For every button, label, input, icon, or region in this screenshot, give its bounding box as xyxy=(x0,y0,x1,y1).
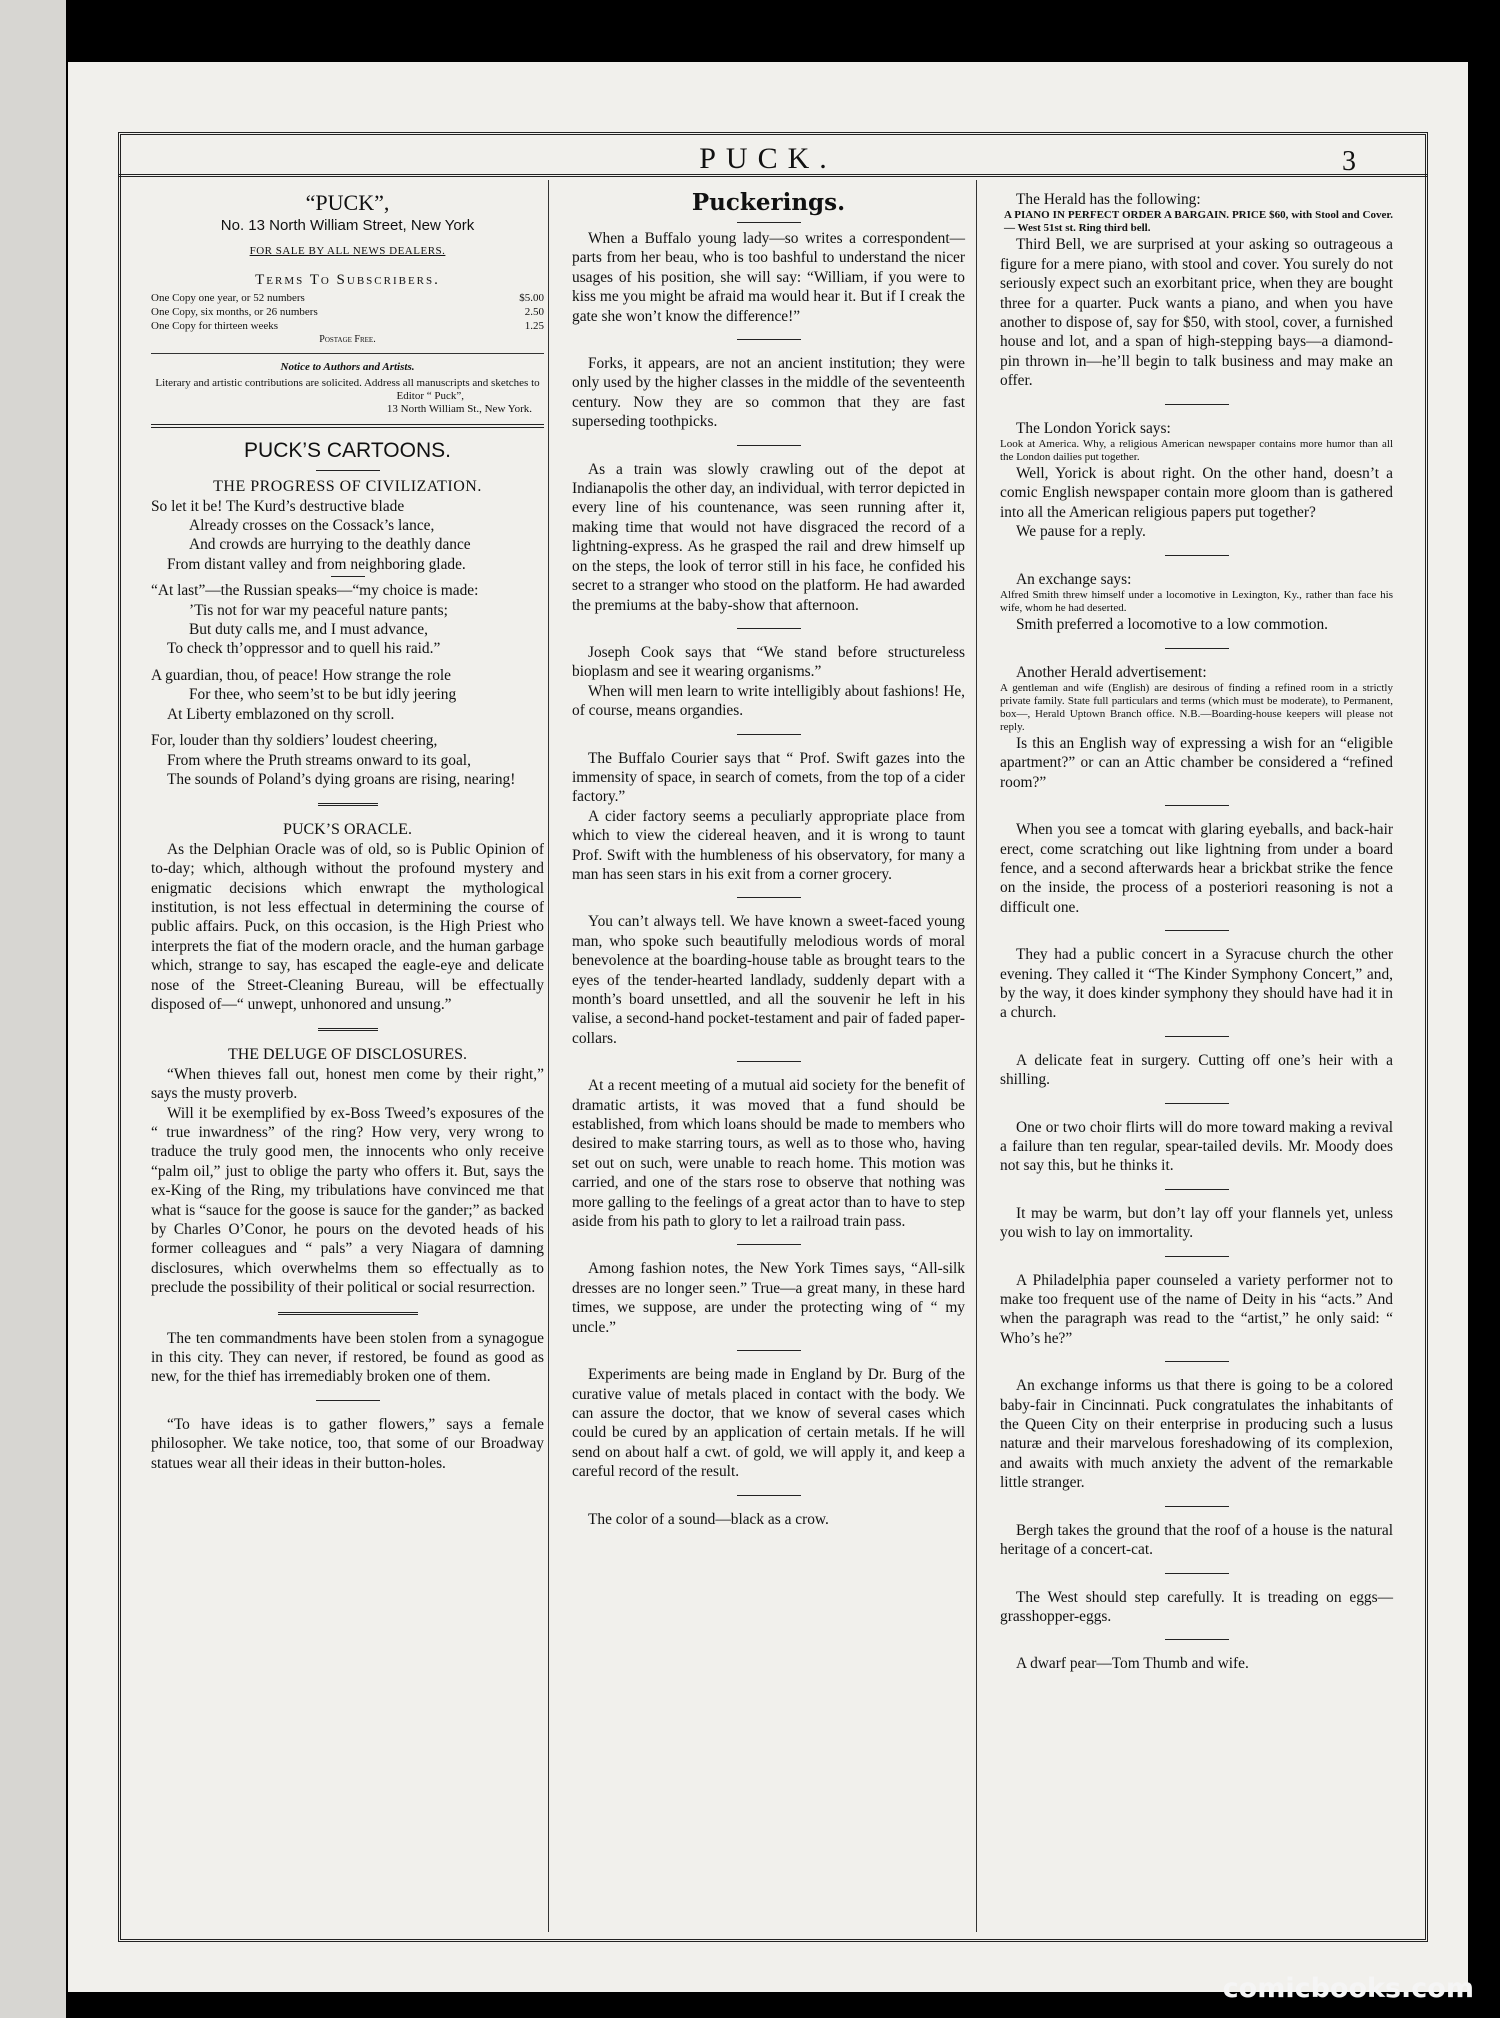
paragraph: Smith preferred a locomotive to a low commotion. xyxy=(1016,616,1329,634)
paragraph: When a Buffalo young lady—so writes a correspondent—parts from her beau, who is too bashful to understand the nicer usages of his position, she will say: “William, if you were to kiss me you might be afraid ma would hear it. But if I creak the gate she won’t know the difference!” xyxy=(572,230,965,325)
paragraph: When you see a tomcat with glaring eyeballs, and back-hair erect, come scratching out like lightning from under a board fence, and a second afterwards hear a brickbat strike the fence on the inside, the process of a posteriori reasoning is not a difficult one. xyxy=(1000,821,1393,916)
paragraph: It may be warm, but don’t lay off your flannels yet, unless you wish to lay on immortality. xyxy=(1000,1204,1393,1242)
paragraph: We pause for a reply. xyxy=(1016,523,1146,541)
paragraph: A delicate feat in surgery. Cutting off one’s heir with a shilling. xyxy=(1000,1051,1393,1089)
section-rule xyxy=(151,424,544,428)
progress-heading: THE PROGRESS OF CIVILIZATION. xyxy=(213,478,482,496)
quote: Look at America. Why, a religious American newspaper contains more humor than all the London dailies put together. xyxy=(1000,438,1393,464)
column-middle xyxy=(572,184,965,1529)
cartoons-heading: PUCK’S CARTOONS. xyxy=(244,439,451,463)
paragraph: Well, Yorick is about right. On the other hand, doesn’t a comic English newspaper contain more gloom than is gathered into all the American religious papers put together? xyxy=(1000,465,1393,521)
notice-editor: Editor “ Puck”, xyxy=(396,390,464,403)
advertisement-quote: A PIANO IN PERFECT ORDER A BARGAIN. PRICE $60, with Stool and Cover. — West 51st st. Ring third bell. xyxy=(1004,209,1393,235)
publication-address: No. 13 North William Street, New York xyxy=(220,217,475,234)
paragraph: The West should step carefully. It is treading on eggs—grasshopper-eggs. xyxy=(1000,1588,1393,1625)
paragraph: An exchange says: xyxy=(1016,570,1132,588)
column-right xyxy=(1000,184,1393,1674)
newspaper-page xyxy=(68,62,1468,1992)
paragraph: Joseph Cook says that “We stand before structureless bioplasm and see it wearing organisms.” xyxy=(572,643,965,681)
paragraph: The London Yorick says: xyxy=(1016,419,1171,437)
paragraph: The color of a sound—black as a crow. xyxy=(588,1510,829,1528)
quote: Alfred Smith threw himself under a locomotive in Lexington, Ky., rather than face his wife, whom he had deserted. xyxy=(1000,589,1393,615)
paragraph: Experiments are being made in England by Dr. Burg of the curative value of metals placed in contact with the body. We can assure the doctor, that we know of several cases which could be cured by an application of certain metals. If he will send on about half a cwt. of gold, we will apply it, and keep a careful record of the result. xyxy=(572,1366,965,1481)
column-left xyxy=(151,184,544,1473)
paragraph: Forks, it appears, are not an ancient institution; they were only used by the higher classes in the middle of the seventeenth century. Now they are so common that they are fast superseding toothpicks. xyxy=(572,355,965,431)
paragraph: They had a public concert in a Syracuse church the other evening. They called it “The Kinder Symphony Concert,” and, by the way, it does kinder symphony they should have had it in a church. xyxy=(1000,946,1393,1022)
deluge-text: Will it be exemplified by ex-Boss Tweed’s exposures of the “ true inwardness” of the ring? How very, very wrong to traduce the truly good men, the innocents who only receive “palm oil,” just to oblige the party who offers it. But, says the ex-King of the Ring, my tribulations have convinced me that what is “sauce for the goose is sauce for the gander;” as backed by Charles O’Conor, he pours on the devoted heads of his former colleagues and “ pals” a very Niagara of damning disclosures, which overwhelms them so effectually as to preclude the possibility of their political or social resurrection. xyxy=(151,1104,544,1297)
paragraph: You can’t always tell. We have known a sweet-faced young man, who spoke such beautifully melodious words of moral benevolence at the boarding-house table as brought tears to the eyes of the tender-hearted landlady, suddenly depart with a month’s board unsettled, and all the souvenir he left in his valise, a second-hand pocket-testament and pair of faded paper-collars. xyxy=(572,913,965,1047)
puckerings-heading: Puckerings. xyxy=(691,189,846,216)
notice-text: Literary and artistic contributions are solicited. Address all manuscripts and sketches to xyxy=(155,377,540,390)
column-rule xyxy=(548,180,549,1932)
progress-poem: So let it be! The Kurd’s destructive blade Already crosses on the Cossack’s lance, And crowds are hurrying to the deathly dance From distant valley and from neighboring glade. “At last”—the Russian speaks—“my choice is made: ’Tis not for war my peaceful nature pants; But duty calls me, and I must advance, To check th’oppressor and to quell his raid.” A guardian, thou, of peace! How strange the role For thee, who seem’st to be but idly jeering At Liberty emblazoned on thy scroll. For, louder than thy soldiers’ loudest cheering, From where the Pruth streams onward to its goal, The sounds of Poland’s dying groans are rising, nearing! xyxy=(151,497,516,788)
terms-row: One Copy for thirteen weeks 1.25 xyxy=(151,319,544,332)
masthead-title: PUCK. xyxy=(699,142,837,175)
previous-page-edge xyxy=(0,0,66,2018)
watermark: comicbooks.com xyxy=(1222,1973,1474,2004)
terms-row: One Copy one year, or 52 numbers $5.00 xyxy=(151,291,544,304)
ideas-item: “To have ideas is to gather flowers,” says a female philosopher. We take notice, too, that some of our Broadway statues wear all their ideas in their button-holes. xyxy=(151,1415,544,1472)
paragraph: The Herald has the following: xyxy=(1016,191,1201,208)
paragraph: Among fashion notes, the New York Times says, “All-silk dresses are no longer seen.” True—a great many, in these hard times, we suppose, are under the protecting wing of “ my uncle.” xyxy=(572,1260,965,1336)
oracle-heading: PUCK’S ORACLE. xyxy=(283,821,412,839)
paragraph: Is this an English way of expressing a wish for an “eligible apartment?” or can an Attic chamber be considered a “refined room?” xyxy=(1000,734,1393,791)
paragraph: Third Bell, we are surprised at your asking so outrageous a figure for a mere piano, with stool and cover. You surely do not seriously expect such an exorbitant price, when they are bought three for a quarter. Puck wants a piano, and when you have another to dispose of, say for $50, with stool, cover, a furnished house and lot, and a span of high-stepping bays—a diamond-pin thrown in—he’ll begin to talk business and may make an offer. xyxy=(1000,236,1393,390)
paragraph: When will men learn to write intelligibly about fashions! He, of course, means organdies. xyxy=(572,682,965,720)
page-number: 3 xyxy=(1342,146,1356,177)
oracle-text: As the Delphian Oracle was of old, so is Public Opinion of to-day; which, although without the profound mystery and enigmatic decisions which enwrapt the mythological institution, is not less effectual in determining the course of public affairs. Puck, on this occasion, is the High Priest who interprets the fiat of the modern oracle, and the human garbage which, strange to say, has escaped the eagle-eye and delicate nose of the Street-Cleaning Bureau, will be effectually disposed of—“ unwept, unhonored and unsung.” xyxy=(151,840,544,1013)
for-sale-line: FOR SALE BY ALL NEWS DEALERS. xyxy=(249,245,446,257)
paragraph: A Philadelphia paper counseled a variety performer not to make too frequent use of the name of Deity in his “acts.” And when the paragraph was read to the “artist,” he only said: “ Who’s he?” xyxy=(1000,1271,1393,1347)
deluge-heading: THE DELUGE OF DISCLOSURES. xyxy=(227,1046,468,1064)
terms-row: One Copy, six months, or 26 numbers 2.50 xyxy=(151,305,544,318)
paragraph: Bergh takes the ground that the roof of a house is the natural heritage of a concert-cat. xyxy=(1000,1521,1393,1559)
paragraph: Another Herald advertisement: xyxy=(1016,663,1207,681)
notice-address: 13 North William St., New York. xyxy=(386,403,532,416)
publication-title: “PUCK”, xyxy=(305,190,390,215)
paragraph: As a train was slowly crawling out of the depot at Indianapolis the other day, an individual, with terror depicted in every line of his countenance, was seen running after it, making time that would not have disgraced the record of a lightning-express. As he grasped the rail and drew himself up on the steps, the look of terror still in his face, he confided his secret to a stranger who stood on the platform. He had awarded the premiums at the baby-show that afternoon. xyxy=(572,460,965,614)
terms-table xyxy=(151,291,544,333)
quote: A gentleman and wife (English) are desirous of finding a refined room in a strictly private family. State full particulars and terms (which must be moderate), to Permanent, box—, Herald Uptown Branch office. N.B.—Boarding-house keepers will please not reply. xyxy=(1000,681,1393,733)
postage-line: Postage Free. xyxy=(319,333,376,345)
paragraph: The Buffalo Courier says that “ Prof. Swift gazes into the immensity of space, in search of comets, from the top of a cider factory.” xyxy=(572,749,965,806)
paragraph: At a recent meeting of a mutual aid society for the benefit of dramatic artists, it was moved that a fund should be established, from which loans should be made to members who desired to make starring tours, as well as to those who, having set out on such, were unable to reach home. This motion was carried, and one of the stars rose to observe that nothing was more galling to the feelings of a great actor than to have to step aside from his path to glory to let a railroad train pass. xyxy=(572,1077,965,1231)
paragraph: A cider factory seems a peculiarly appropriate place from which to view the cidereal heaven, and it is wrong to taunt Prof. Swift with the humbleness of his observatory, for many a man has seen stars in his exit from a corner grocery. xyxy=(572,807,965,883)
notice-title: Notice to Authors and Artists. xyxy=(280,360,415,373)
terms-title: Terms To Subscribers. xyxy=(255,272,440,289)
header-rule xyxy=(118,174,1428,177)
deluge-text: “When thieves fall out, honest men come by their right,” says the musty proverb. xyxy=(151,1065,544,1103)
paragraph: One or two choir flirts will do more toward making a revival a failure than ten regular, spear-tailed devils. Mr. Moody does not say this, but he thinks it. xyxy=(1000,1118,1393,1175)
commandments-item: The ten commandments have been stolen from a synagogue in this city. They can never, if restored, be found as good as new, for the thief has irremediably broken one of them. xyxy=(151,1329,544,1386)
paragraph: A dwarf pear—Tom Thumb and wife. xyxy=(1016,1655,1249,1673)
paragraph: An exchange informs us that there is going to be a colored baby-fair in Cincinnati. Puck congratulates the inhabitants of the Queen City on their enterprise in producing such a lusus naturæ and their marvelous foreshadowing of its complexion, and awaits with much anxiety the advent of the remarkable little stranger. xyxy=(1000,1377,1393,1492)
column-rule xyxy=(976,180,977,1932)
